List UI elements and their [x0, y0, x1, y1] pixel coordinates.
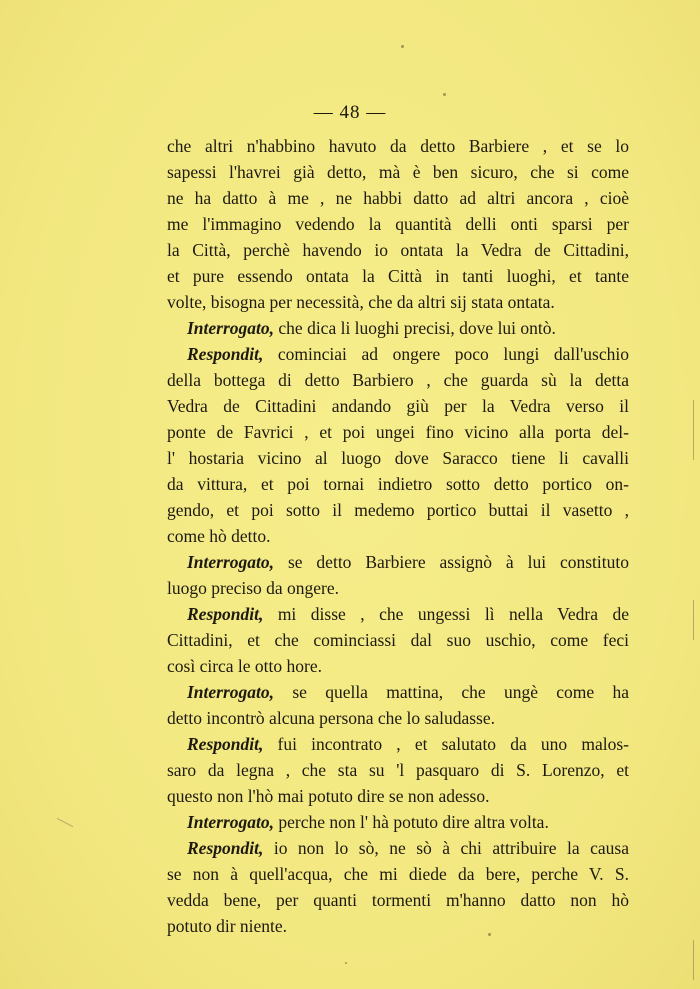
text-line [167, 575, 629, 601]
line-text: ponte de Favrici , et poi ungei fino vicino alla porta del- [167, 422, 629, 442]
line-text: saro da legna , che sta su 'l pasquaro di S. Lorenzo, et [167, 760, 629, 780]
page-mark [693, 600, 694, 640]
line-text: perche non l' hà potuto dire altra volta. [274, 812, 549, 832]
speaker-label: Interrogato, [187, 812, 275, 832]
ink-speck [443, 93, 446, 96]
text-line [167, 393, 629, 419]
line-text: sapessi l'havrei già detto, mà è ben sicuro, che si come [167, 162, 629, 182]
line-text: me l'immagino vedendo la quantità delli onti sparsi per [167, 214, 629, 234]
line-text: fui incontrato , et salutato da uno malos- [263, 734, 629, 754]
text-line [167, 341, 629, 367]
line-text: cominciai ad ongere poco lungi dall'uschio [263, 344, 629, 364]
line-text: io non lo sò, ne sò à chi attribuire la causa [263, 838, 629, 858]
text-line [167, 757, 629, 783]
page-mark [57, 818, 73, 827]
line-text: gendo, et poi sotto il medemo portico buttai il vasetto , [167, 500, 629, 520]
line-text: se detto Barbiere assignò à lui constituto [274, 552, 629, 572]
speaker-label: Respondit, [187, 604, 264, 624]
line-text: la Città, perchè havendo io ontata la Vedra de Cittadini, [167, 240, 629, 260]
text-line [167, 367, 629, 393]
line-text: così circa le otto hore. [167, 656, 323, 676]
line-text: Cittadini, et che cominciassi dal suo uschio, come feci [167, 630, 629, 650]
speaker-label: Respondit, [187, 734, 264, 754]
line-text: che dica li luoghi precisi, dove lui ontò. [274, 318, 556, 338]
text-line [167, 653, 629, 679]
speaker-label: Respondit, [187, 838, 264, 858]
line-text: l' hostaria vicino al luogo dove Saracco tiene li cavalli [167, 448, 629, 468]
line-text: et pure essendo ontata la Città in tanti luoghi, et tante [167, 266, 629, 286]
line-text: ne ha datto à me , ne habbi datto ad altri ancora , cioè [167, 188, 629, 208]
text-line [167, 679, 629, 705]
text-line [167, 731, 629, 757]
line-text: se quella mattina, che ungè come ha [274, 682, 629, 702]
line-text: vedda bene, per quanti tormenti m'hanno datto non hò [167, 890, 629, 910]
text-line [167, 783, 629, 809]
speaker-label: Respondit, [187, 344, 264, 364]
text-line [167, 211, 629, 237]
ink-speck [401, 45, 404, 48]
line-text: volte, bisogna per necessità, che da altri sij stata ontata. [167, 292, 555, 312]
text-line [167, 705, 629, 731]
text-line [167, 913, 629, 939]
line-text: Vedra de Cittadini andando giù per la Vedra verso il [167, 396, 629, 416]
line-text: mi disse , che ungessi lì nella Vedra de [263, 604, 629, 624]
ink-speck [345, 962, 347, 964]
text-line [167, 133, 629, 159]
page-number: — 48 — [313, 102, 387, 123]
line-text: se non à quell'acqua, che mi diede da bere, perche V. S. [167, 864, 629, 884]
text-line [167, 497, 629, 523]
speaker-label: Interrogato, [187, 318, 275, 338]
text-line [167, 185, 629, 211]
text-line [167, 289, 629, 315]
speaker-label: Interrogato, [187, 682, 275, 702]
body-text [167, 133, 629, 939]
line-text: questo non l'hò mai potuto dire se non adesso. [167, 786, 490, 806]
speaker-label: Interrogato, [187, 552, 275, 572]
text-line [167, 445, 629, 471]
text-line [167, 809, 629, 835]
text-line [167, 419, 629, 445]
text-line [167, 627, 629, 653]
line-text: da vittura, et poi tornai indietro sotto detto portico on- [167, 474, 629, 494]
text-line [167, 237, 629, 263]
line-text: che altri n'habbino havuto da detto Barbiere , et se lo [167, 136, 629, 156]
text-line [167, 887, 629, 913]
line-text: della bottega di detto Barbiero , che guarda sù la detta [167, 370, 629, 390]
page-mark [693, 400, 694, 460]
line-text: detto incontrò alcuna persona che lo saludasse. [167, 708, 496, 728]
text-line [167, 263, 629, 289]
text-line [167, 861, 629, 887]
text-line [167, 601, 629, 627]
line-text: potuto dir niente. [167, 916, 288, 936]
text-line [167, 159, 629, 185]
text-line [167, 471, 629, 497]
text-line [167, 315, 629, 341]
text-line [167, 523, 629, 549]
page-mark [693, 940, 694, 980]
line-text: come hò detto. [167, 526, 271, 546]
text-line [167, 835, 629, 861]
text-line [167, 549, 629, 575]
line-text: luogo preciso da ongere. [167, 578, 340, 598]
